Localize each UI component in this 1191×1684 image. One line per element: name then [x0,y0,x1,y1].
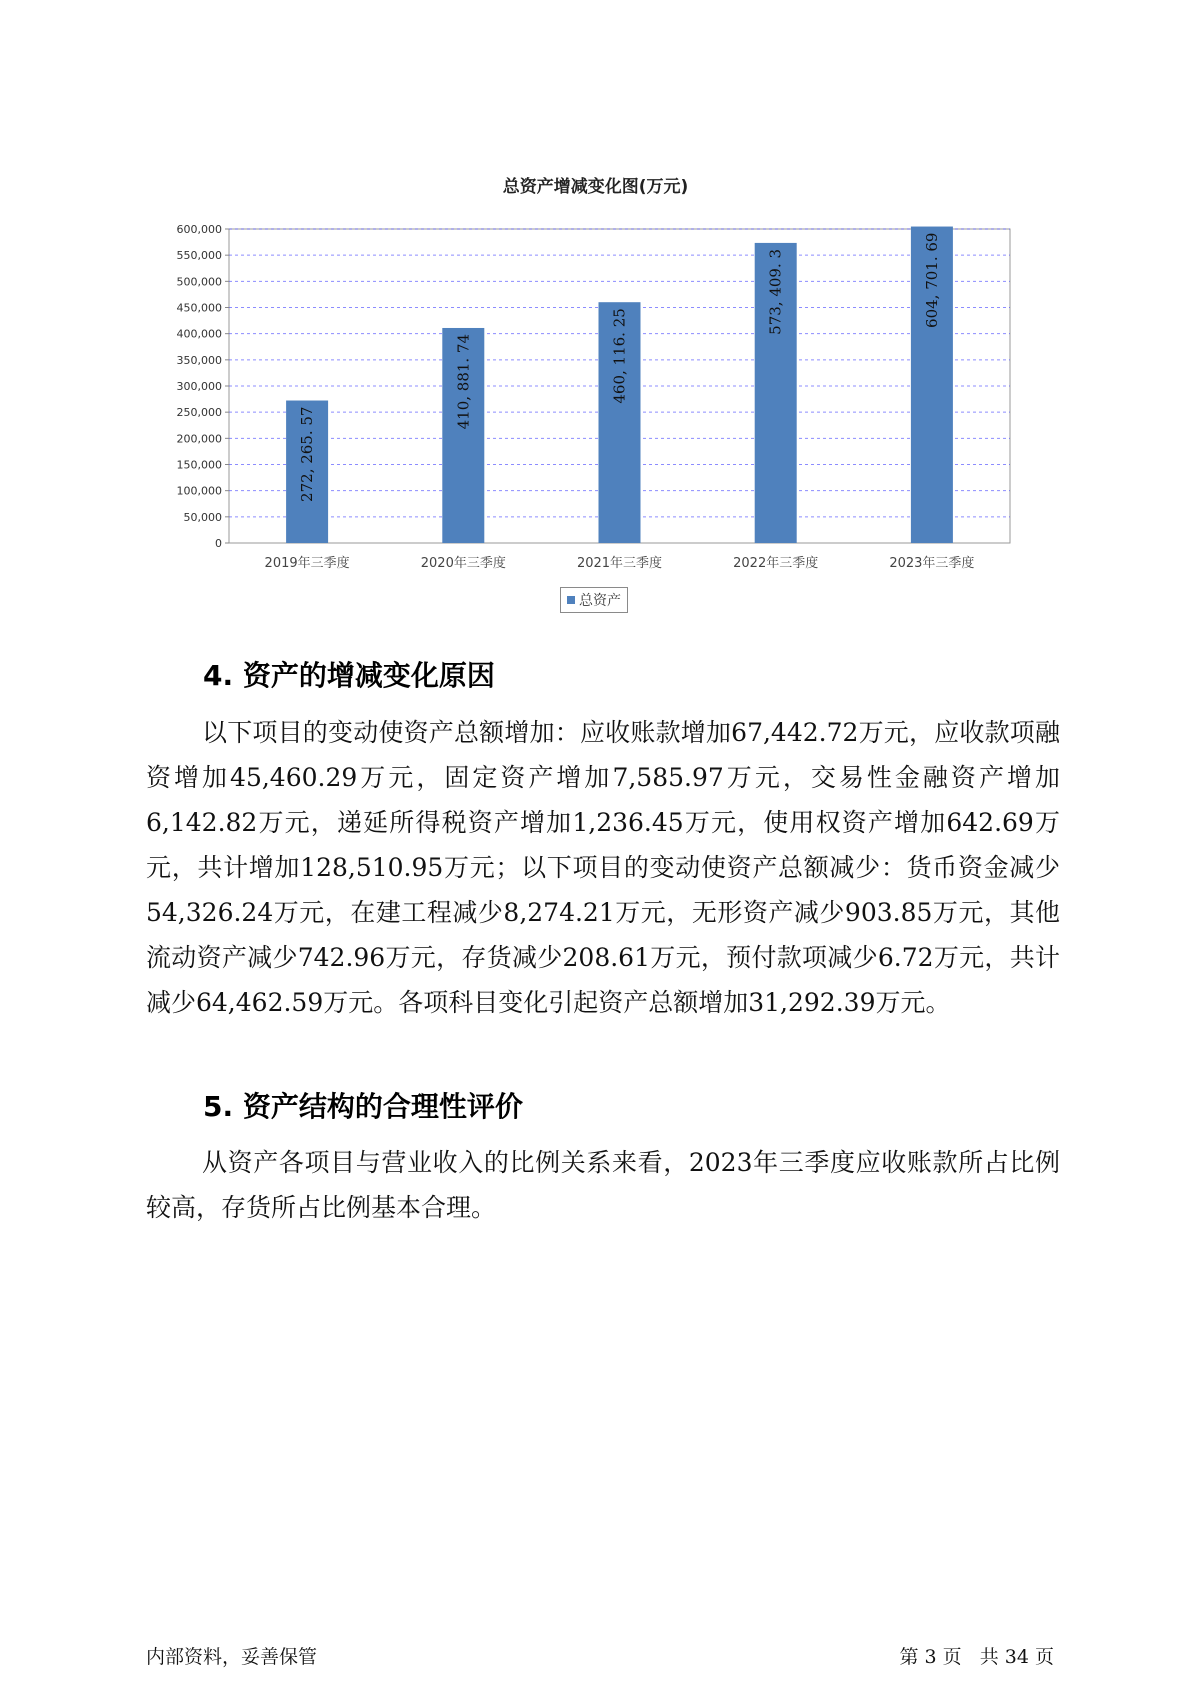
bar-data-label: 460, 116. 25 [610,308,629,404]
section-heading-5: 5. 资产结构的合理性评价 [203,1090,523,1123]
y-tick-label: 500,000 [176,275,222,289]
y-tick-label: 300,000 [176,380,222,393]
legend-swatch [567,596,575,604]
y-tick-label: 350,000 [176,353,222,367]
bar-data-label: 573, 409. 3 [766,248,785,335]
chart-title: 总资产增减变化图(万元) [502,177,689,197]
footer-confidential: 内部资料，妥善保管 [146,1646,318,1668]
y-tick-label: 400,000 [176,327,222,341]
section-paragraph-5: 从资产各项目与营业收入的比例关系来看，2023年三季度应收账款所占比例较高，存货所占比例基本合理。 [146,1148,1060,1222]
legend-label: 总资产 [579,593,621,609]
x-tick-label: 2020年三季度 [420,556,506,571]
y-tick-label: 250,000 [176,406,222,420]
x-tick-label: 2021年三季度 [576,556,663,571]
y-tick-label: 150,000 [176,458,222,472]
y-tick-label: 0 [215,537,222,550]
chart-legend [560,587,628,613]
y-tick-label: 450,000 [176,301,222,315]
bar-data-label: 410, 881. 74 [454,333,473,430]
section-paragraph-4: 以下项目的变动使资产总额增加：应收账款增加67,442.72万元，应收款项融资增加45,460.29万元，固定资产增加7,585.97万元，交易性金融资产增加6,142.82万元，递延所得税资产增加1,236.45万元，使用权资产增加642.69万元，共计增加128,510.95万元；以下项目的变动使资产总额减少：货币资金减少54,326.24万元，在建工程减少8,274.21万元，无形资产减少903.85万元，其他流动资产减少742.96万元，存货减少208.61万元，预付款项减少6.72万元，共计减少64,462.59万元。各项科目变化引起资产总额增加31,292.39万元。 [146,718,1060,1017]
x-tick-label: 2023年三季度 [889,556,975,571]
section-heading-4: 4. 资产的增减变化原因 [203,659,495,692]
bar-data-label: 604, 701. 69 [922,232,941,328]
bar-chart [0,0,1191,640]
y-tick-label: 550,000 [176,249,222,263]
footer-page-number: 第 3 页 共 34 页 [899,1646,1054,1668]
x-tick-label: 2022年三季度 [733,556,819,571]
bar-data-label: 272, 265. 57 [298,406,317,502]
y-tick-label: 200,000 [176,432,222,446]
y-tick-label: 50,000 [183,510,222,524]
y-tick-label: 100,000 [176,484,222,498]
x-tick-label: 2019年三季度 [264,556,350,571]
y-tick-label: 600,000 [176,223,222,236]
